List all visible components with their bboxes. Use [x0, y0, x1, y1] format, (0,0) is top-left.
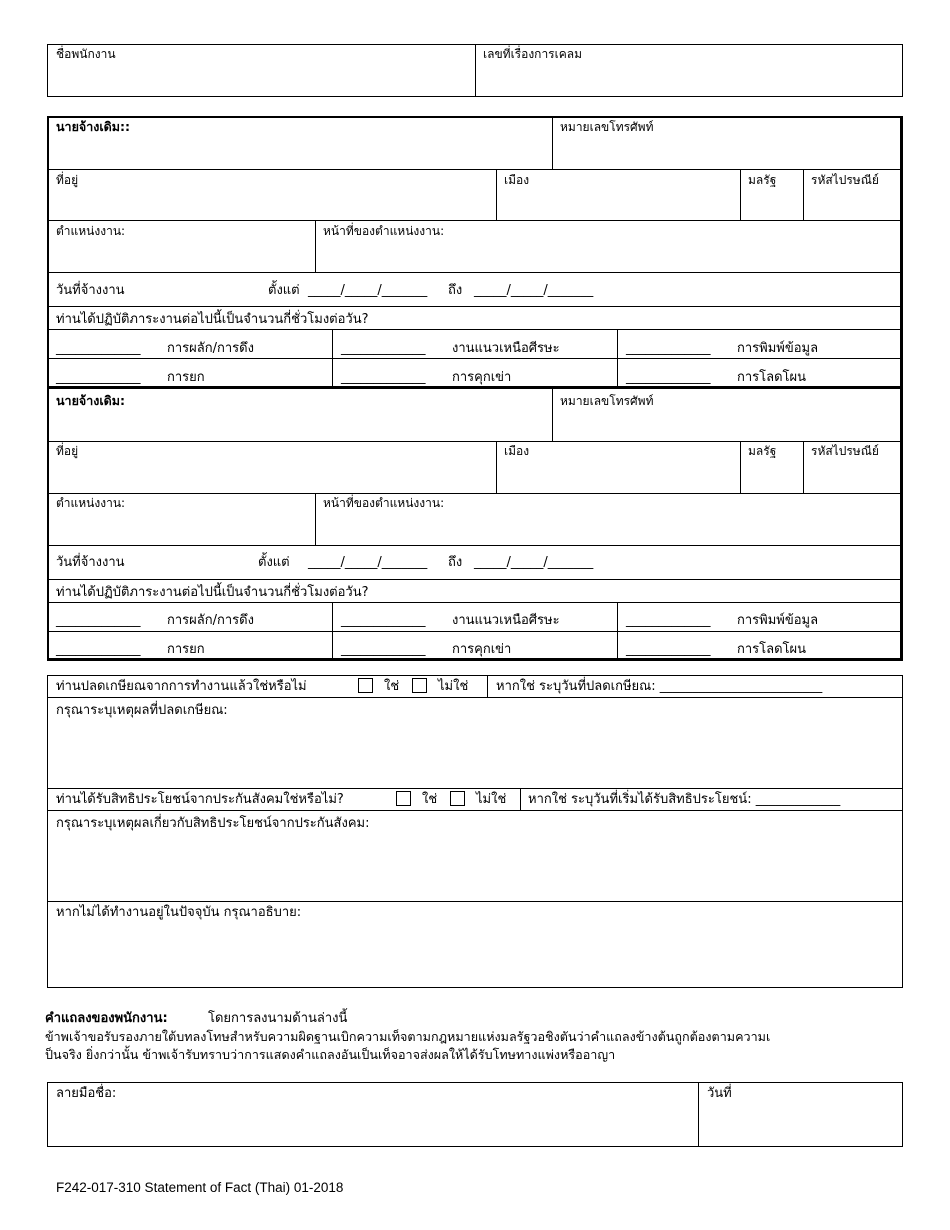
hours-field-overhead-1[interactable]: _____________ [341, 341, 426, 356]
from-label-1: ตั้งแต่ [268, 283, 300, 298]
state-field-1[interactable] [741, 187, 802, 219]
hours-field-jumping-1[interactable]: _____________ [626, 370, 711, 385]
address-field-1[interactable] [49, 187, 495, 219]
retirement-reason-label: กรุณาระบุเหตุผลที่ปลดเกษียณ: [56, 703, 228, 718]
retired-no-label: ไม่ใช่ [438, 679, 469, 694]
hours-field-jumping-2[interactable]: _____________ [626, 642, 711, 657]
task-kneeling-2: การคุกเข่า [452, 642, 512, 657]
form-footer: F242-017-310 Statement of Fact (Thai) 01-2018 [56, 1180, 344, 1195]
to-date-field-1[interactable]: _____/_____/_______ [474, 283, 594, 298]
hours-field-lifting-2[interactable]: _____________ [56, 642, 141, 657]
employer-label-2: นายจ้างเดิม: [56, 393, 125, 408]
phone-label-1: หมายเลขโทรศัพท์ [560, 120, 654, 134]
state-field-2[interactable] [741, 459, 802, 492]
state-label-1: มลรัฐ [748, 173, 777, 187]
claim-number-field[interactable] [476, 62, 902, 96]
declaration-title: คำแถลงของพนักงาน: [45, 1011, 168, 1026]
hours-question-1: ท่านได้ปฏิบัติภาระงานต่อไปนี้เป็นจำนวนกี่ชั่วโมงต่อวัน? [56, 312, 369, 327]
employed-dates-label-2: วันที่จ้างงาน [56, 555, 125, 570]
hours-field-kneeling-2[interactable]: _____________ [341, 642, 426, 657]
hours-question-2: ท่านได้ปฏิบัติภาระงานต่อไปนี้เป็นจำนวนกี่ชั่วโมงต่อวัน? [56, 585, 369, 600]
task-overhead-1: งานแนวเหนือศีรษะ [452, 341, 560, 356]
duties-label-1: หน้าที่ของตำแหน่งงาน: [323, 224, 445, 238]
zip-field-2[interactable] [804, 459, 900, 492]
zip-label-2: รหัสไปรษณีย์ [811, 444, 879, 458]
date-field[interactable] [699, 1103, 902, 1146]
to-label-2: ถึง [448, 555, 463, 570]
date-label: วันที่ [707, 1086, 732, 1101]
ss-yes-label: ใช่ [422, 792, 438, 807]
task-keyboarding-2: การพิมพ์ข้อมูล [737, 613, 819, 628]
address-label-2: ที่อยู่ [56, 444, 79, 458]
declaration-intro: โดยการลงนามด้านล่างนี้ [208, 1011, 348, 1026]
ss-reason-label: กรุณาระบุเหตุผลเกี่ยวกับสิทธิประโยชน์จากประกันสังคม: [56, 816, 370, 831]
retirement-date-field[interactable]: หากใช่ ระบุวันที่ปลดเกษียณ: _________________________ [496, 679, 823, 694]
from-date-field-2[interactable]: _____/_____/_______ [308, 555, 428, 570]
retired-yes-checkbox[interactable] [358, 678, 373, 693]
to-date-field-2[interactable]: _____/_____/_______ [474, 555, 594, 570]
position-label-1: ตำแหน่งงาน: [56, 224, 126, 238]
hours-field-keyboarding-2[interactable]: _____________ [626, 613, 711, 628]
zip-field-1[interactable] [804, 187, 900, 219]
hours-field-lifting-1[interactable]: _____________ [56, 370, 141, 385]
zip-label-1: รหัสไปรษณีย์ [811, 173, 879, 187]
position-field-1[interactable] [49, 238, 314, 271]
task-jumping-2: การโลดโผน [737, 642, 807, 657]
employer-label-1: นายจ้างเดิม:: [56, 119, 130, 134]
duties-label-2: หน้าที่ของตำแหน่งงาน: [323, 496, 445, 510]
signature-label: ลายมือชื่อ: [56, 1086, 117, 1101]
hours-field-overhead-2[interactable]: _____________ [341, 613, 426, 628]
duties-field-2[interactable] [316, 511, 900, 544]
hours-field-push-pull-2[interactable]: _____________ [56, 613, 141, 628]
declaration-line-1: ข้าพเจ้าขอรับรองภายใต้บทลงโทษสำหรับความผิดฐานเบิกความเท็จตามกฎหมายแห่งมลรัฐวอชิงตันว่าคำแถลงข้างต้นถูกต้องตามความเ [45, 1029, 771, 1044]
from-label-2: ตั้งแต่ [258, 555, 290, 570]
employer-field-1[interactable] [49, 134, 551, 168]
phone-label-2: หมายเลขโทรศัพท์ [560, 394, 654, 408]
duties-field-1[interactable] [316, 238, 900, 271]
city-label-1: เมือง [504, 173, 530, 187]
ss-no-checkbox[interactable] [450, 791, 465, 806]
employed-dates-label-1: วันที่จ้างงาน [56, 283, 125, 298]
retired-no-checkbox[interactable] [412, 678, 427, 693]
social-security-question: ท่านได้รับสิทธิประโยชน์จากประกันสังคมใช่หรือไม่? [56, 792, 344, 807]
task-keyboarding-1: การพิมพ์ข้อมูล [737, 341, 819, 356]
employer-field-2[interactable] [49, 408, 551, 440]
ss-no-label: ไม่ใช่ [476, 792, 507, 807]
declaration-line-2: ป็นจริง ยิ่งกว่านั้น ข้าพเจ้ารับทราบว่าการแสดงคำแถลงอันเป็นเท็จอาจส่งผลให้ได้รับโทษทางแพ่งหรืออาญา [45, 1047, 616, 1062]
retired-yes-label: ใช่ [384, 679, 400, 694]
not-working-label: หากไม่ได้ทำงานอยู่ในปัจจุบัน กรุณาอธิบาย: [56, 905, 302, 920]
city-label-2: เมือง [504, 444, 530, 458]
task-lifting-2: การยก [167, 642, 205, 657]
task-jumping-1: การโลดโผน [737, 370, 807, 385]
task-push-pull-1: การผลัก/การดึง [167, 341, 254, 356]
hours-field-keyboarding-1[interactable]: _____________ [626, 341, 711, 356]
position-field-2[interactable] [49, 511, 314, 544]
city-field-2[interactable] [497, 459, 739, 492]
not-working-field[interactable] [48, 922, 902, 987]
from-date-field-1[interactable]: _____/_____/_______ [308, 283, 428, 298]
state-label-2: มลรัฐ [748, 444, 777, 458]
address-label-1: ที่อยู่ [56, 173, 79, 187]
phone-field-2[interactable] [553, 408, 900, 440]
employee-name-field[interactable] [48, 62, 474, 96]
signature-field[interactable] [48, 1103, 697, 1146]
task-kneeling-1: การคุกเข่า [452, 370, 512, 385]
city-field-1[interactable] [497, 187, 739, 219]
task-overhead-2: งานแนวเหนือศีรษะ [452, 613, 560, 628]
phone-field-1[interactable] [553, 134, 900, 168]
position-label-2: ตำแหน่งงาน: [56, 496, 126, 510]
hours-field-kneeling-1[interactable]: _____________ [341, 370, 426, 385]
ss-yes-checkbox[interactable] [396, 791, 411, 806]
task-lifting-1: การยก [167, 370, 205, 385]
ss-start-date-field[interactable]: หากใช่ ระบุวันที่เริ่มได้รับสิทธิประโยชน์: _____________ [528, 792, 841, 807]
ss-reason-field[interactable] [48, 833, 902, 900]
employee-name-label: ชื่อพนักงาน [56, 47, 116, 61]
to-label-1: ถึง [448, 283, 463, 298]
claim-number-label: เลขที่เรื่องการเคลม [483, 47, 583, 61]
task-push-pull-2: การผลัก/การดึง [167, 613, 254, 628]
retirement-reason-field[interactable] [48, 720, 902, 787]
retirement-question: ท่านปลดเกษียณจากการทำงานแล้วใช่หรือไม่ [56, 679, 307, 694]
hours-field-push-pull-1[interactable]: _____________ [56, 341, 141, 356]
address-field-2[interactable] [49, 459, 495, 492]
